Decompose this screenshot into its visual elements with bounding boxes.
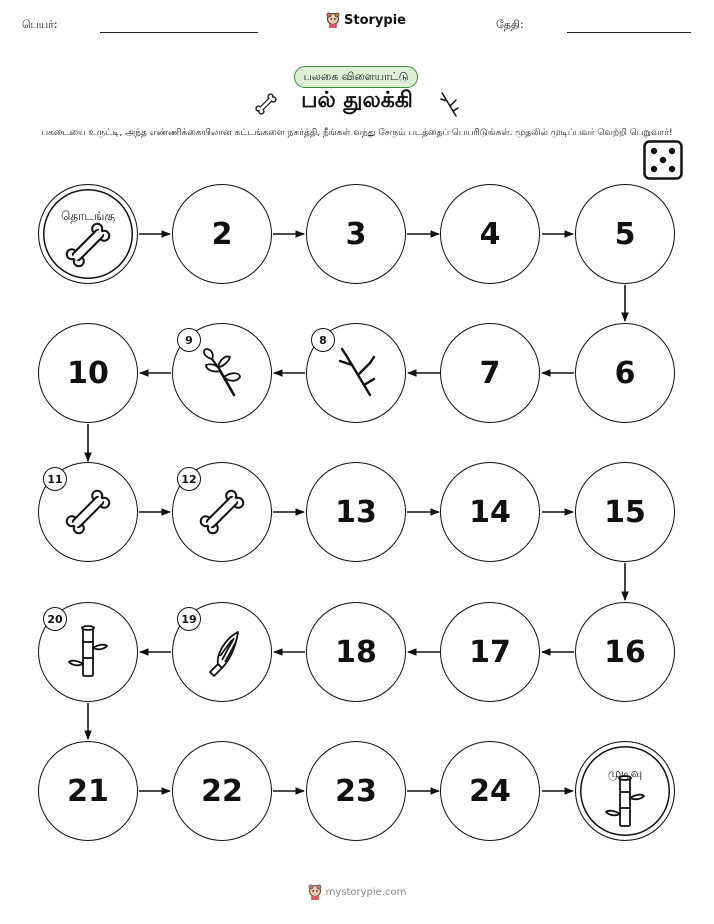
game-title: பல் துலக்கி [301,88,413,113]
twig-icon [436,90,462,118]
board-space-13[interactable] [306,462,406,562]
space-number: 22 [201,773,243,809]
board-space-11[interactable] [38,462,138,562]
board-space-20[interactable] [38,602,138,702]
storypie-mascot-icon [326,12,340,28]
board-space-2[interactable] [172,184,272,284]
start-label: தொடங்கு [60,209,116,223]
bamboo-icon [600,774,650,830]
space-number: 2 [211,216,233,252]
leafy-twig-icon [196,345,248,401]
date-line[interactable] [567,32,691,33]
space-number: 17 [469,634,511,670]
finish-label: முடிவு [607,766,643,780]
board-space-12[interactable] [172,462,272,562]
bone-icon [61,485,115,539]
space-number: 3 [345,216,367,252]
board-space-21[interactable] [38,741,138,841]
board-space-24[interactable] [440,741,540,841]
brand-name: Storypie [344,12,406,28]
finish-space[interactable] [575,741,675,841]
board-space-22[interactable] [172,741,272,841]
dice-icon[interactable] [643,140,683,180]
bamboo-icon [63,624,113,680]
space-number: 6 [614,355,636,391]
space-number-badge: 19 [177,607,201,631]
board-space-16[interactable] [575,602,675,702]
space-number-badge: 9 [177,328,201,352]
board-space-4[interactable] [440,184,540,284]
board-space-9[interactable] [172,323,272,423]
space-number: 13 [335,494,377,530]
space-number: 15 [604,494,646,530]
space-number: 24 [469,773,511,809]
brush-icon [196,624,248,680]
board-space-3[interactable] [306,184,406,284]
storypie-mascot-icon [308,884,322,900]
board-space-23[interactable] [306,741,406,841]
start-space[interactable] [38,184,138,284]
space-number: 7 [479,355,501,391]
footer [0,884,714,900]
board-space-15[interactable] [575,462,675,562]
space-number: 10 [67,355,109,391]
space-number: 23 [335,773,377,809]
space-number-badge: 11 [43,467,67,491]
bone-icon [195,485,249,539]
space-number-badge: 20 [43,607,67,631]
instructions: பகடையை உருட்டி, அந்த எண்ணிக்கையிலான கட்டங்களை நகர்த்தி, நீங்கள் வந்து சேரும் படத்தைப் பெயரிடுங்கள். முதலில் முடிப்பவர் வெற்றி பெறுவார்! [41,128,673,138]
board-space-8[interactable] [306,323,406,423]
board-space-5[interactable] [575,184,675,284]
board-space-14[interactable] [440,462,540,562]
space-number: 16 [604,634,646,670]
category-pill: பலகை விளையாட்டு [294,66,418,88]
board-space-19[interactable] [172,602,272,702]
space-number-badge: 12 [177,467,201,491]
name-label: பெயர்: [22,18,58,31]
space-number: 18 [335,634,377,670]
board-space-10[interactable] [38,323,138,423]
twig-icon [330,345,382,401]
name-line[interactable] [100,32,258,33]
brand-logo [326,12,406,28]
bone-icon [61,218,115,272]
board-space-18[interactable] [306,602,406,702]
space-number-badge: 8 [311,328,335,352]
footer-site[interactable]: mystorypie.com [325,886,407,898]
space-number: 5 [614,216,636,252]
space-number: 4 [479,216,501,252]
space-number: 21 [67,773,109,809]
space-number: 14 [469,494,511,530]
board-space-7[interactable] [440,323,540,423]
board-space-6[interactable] [575,323,675,423]
board-space-17[interactable] [440,602,540,702]
date-label: தேதி: [496,18,524,31]
